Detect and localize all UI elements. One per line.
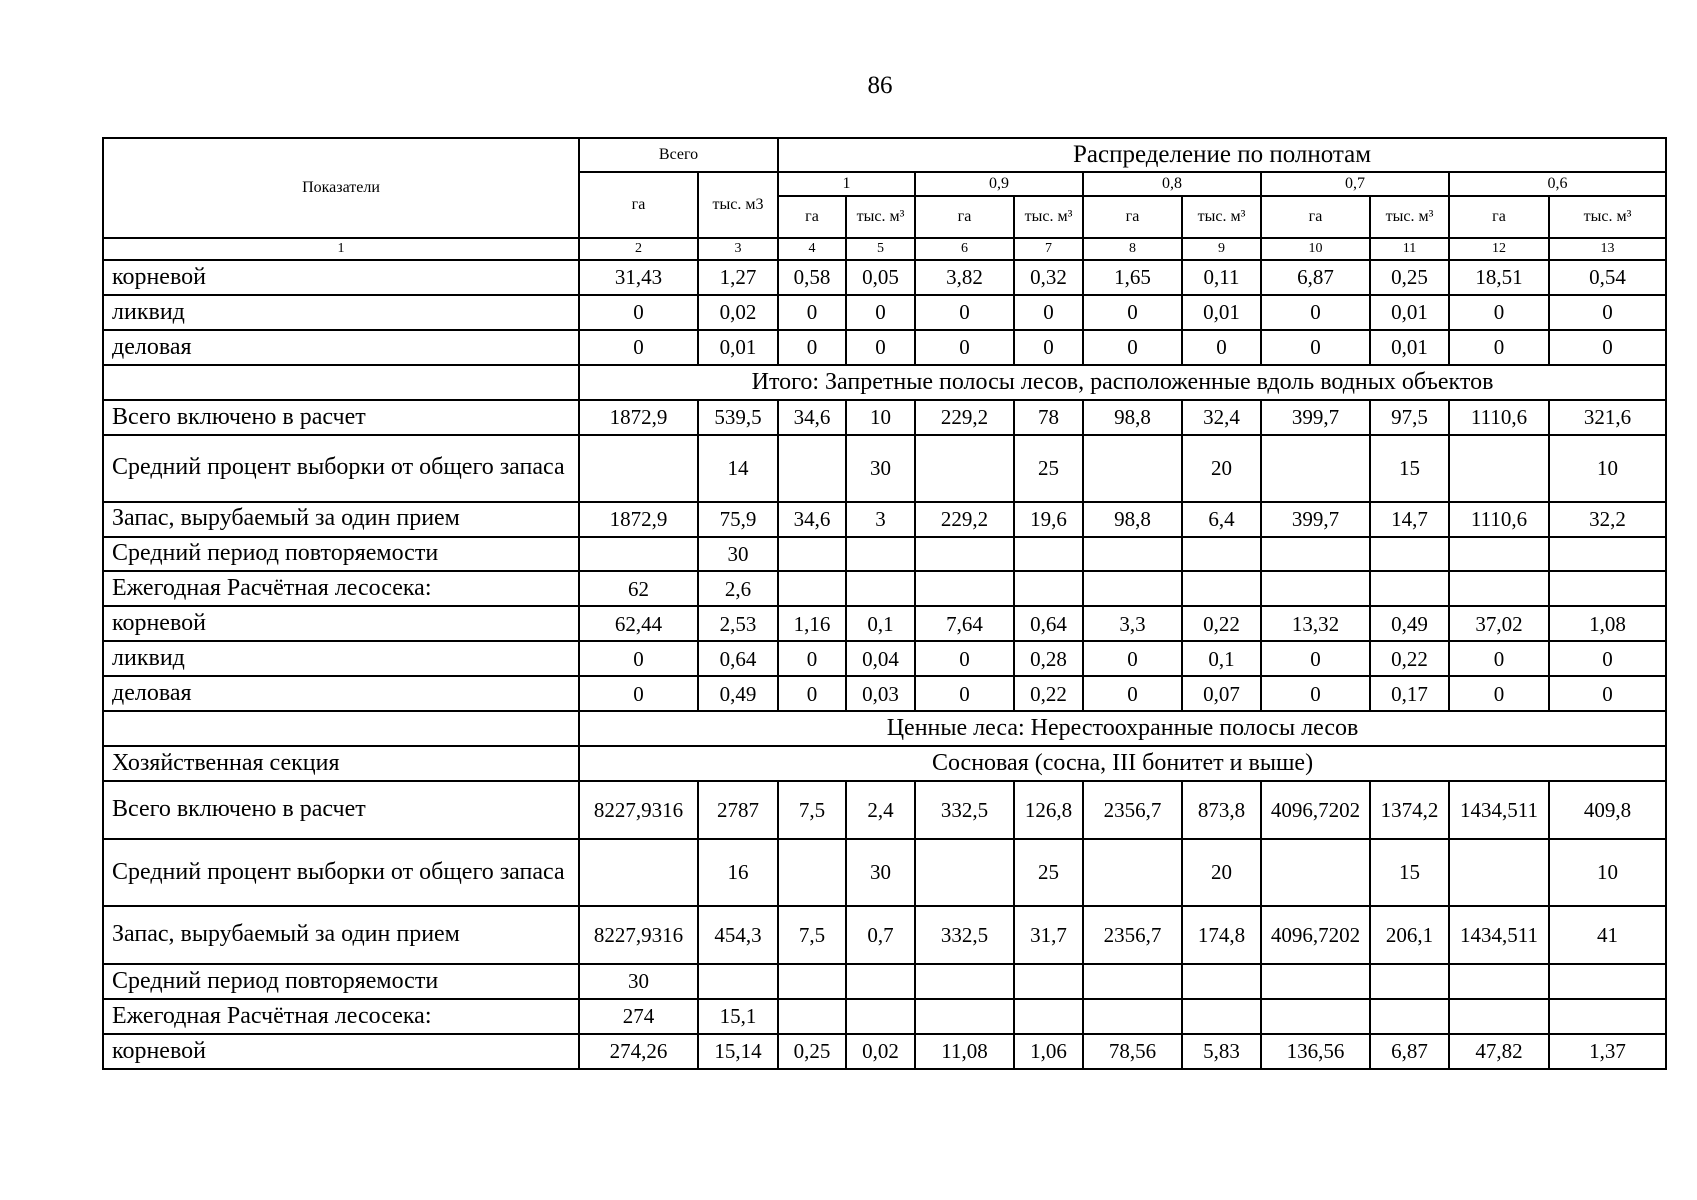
- table-cell: 37,02: [1449, 606, 1549, 641]
- table-row: [103, 839, 1666, 906]
- table-cell: [1083, 537, 1182, 572]
- table-cell: 98,8: [1083, 400, 1182, 435]
- table-cell: 409,8: [1549, 781, 1666, 839]
- table-cell: 274: [579, 999, 698, 1034]
- distribution-table: [102, 137, 1667, 1070]
- header-total-ha: га: [579, 172, 698, 238]
- row-label: Ежегодная Расчётная лесосека:: [103, 999, 579, 1034]
- table-cell: 0: [1182, 330, 1261, 365]
- table-cell: 0: [1449, 295, 1549, 330]
- table-cell: [1449, 571, 1549, 606]
- header-unit-volume: тыс. м³: [1370, 196, 1449, 238]
- table-cell: [1083, 435, 1182, 502]
- table-cell: [915, 999, 1014, 1034]
- table-cell: [579, 537, 698, 572]
- table-cell: 4096,7202: [1261, 781, 1370, 839]
- table-cell: 0,49: [1370, 606, 1449, 641]
- table-cell: [1083, 571, 1182, 606]
- table-cell: [1549, 571, 1666, 606]
- row-label: ликвид: [103, 295, 579, 330]
- table-cell: 0: [1549, 676, 1666, 711]
- row-label: корневой: [103, 260, 579, 295]
- table-cell: 47,82: [1449, 1034, 1549, 1069]
- table-cell: 0,03: [846, 676, 915, 711]
- table-cell: [1083, 999, 1182, 1034]
- table-cell: 0: [778, 330, 846, 365]
- table-cell: [1449, 964, 1549, 999]
- table-cell: [778, 964, 846, 999]
- header-unit-volume: тыс. м³: [1014, 196, 1083, 238]
- row-label: Средний процент выборки от общего запаса: [103, 435, 579, 502]
- table-cell: [1549, 537, 1666, 572]
- table-row: [103, 260, 1666, 295]
- header-unit-ha: га: [915, 196, 1014, 238]
- table-row: [103, 999, 1666, 1034]
- table-cell: [1261, 839, 1370, 906]
- section-blank-cell: [103, 711, 579, 746]
- table-cell: 15: [1370, 839, 1449, 906]
- table-cell: 332,5: [915, 781, 1014, 839]
- table-cell: 15,1: [698, 999, 778, 1034]
- header-density: 0,8: [1083, 172, 1261, 196]
- table-cell: 3,3: [1083, 606, 1182, 641]
- column-number: 6: [915, 238, 1014, 260]
- table-cell: 0: [915, 641, 1014, 676]
- table-cell: [1014, 537, 1083, 572]
- table-cell: 25: [1014, 435, 1083, 502]
- table-cell: [1449, 999, 1549, 1034]
- table-cell: 0: [579, 641, 698, 676]
- table-cell: 0,01: [1370, 330, 1449, 365]
- table-cell: [1182, 571, 1261, 606]
- table-cell: 0: [778, 295, 846, 330]
- table-cell: 0: [778, 676, 846, 711]
- table-cell: 10: [1549, 839, 1666, 906]
- column-number: 4: [778, 238, 846, 260]
- table-cell: 18,51: [1449, 260, 1549, 295]
- header-unit-volume: тыс. м³: [846, 196, 915, 238]
- table-row: [103, 746, 1666, 781]
- table-cell: 7,5: [778, 781, 846, 839]
- table-cell: 31,43: [579, 260, 698, 295]
- table-cell: [1261, 537, 1370, 572]
- table-cell: 8227,9316: [579, 906, 698, 964]
- table-cell: [1370, 999, 1449, 1034]
- table-cell: [778, 571, 846, 606]
- table-cell: 0: [846, 330, 915, 365]
- table-cell: 0,7: [846, 906, 915, 964]
- table-cell: 0: [1261, 641, 1370, 676]
- header-total: Всего: [579, 138, 778, 172]
- table-row: [103, 641, 1666, 676]
- table-cell: 136,56: [1261, 1034, 1370, 1069]
- section-title: Итого: Запретные полосы лесов, расположенные вдоль водных объектов: [579, 365, 1666, 400]
- table-row: [103, 906, 1666, 964]
- table-cell: [1261, 571, 1370, 606]
- table-cell: 2356,7: [1083, 781, 1182, 839]
- header-unit-ha: га: [778, 196, 846, 238]
- table-cell: 13,32: [1261, 606, 1370, 641]
- table-cell: 0: [579, 295, 698, 330]
- table-cell: 2,53: [698, 606, 778, 641]
- table-cell: [1549, 999, 1666, 1034]
- table-cell: 2787: [698, 781, 778, 839]
- table-cell: [1449, 537, 1549, 572]
- header-unit-ha: га: [1449, 196, 1549, 238]
- table-cell: 7,64: [915, 606, 1014, 641]
- row-label: Всего включено в расчет: [103, 400, 579, 435]
- table-cell: 10: [846, 400, 915, 435]
- table-cell: 1374,2: [1370, 781, 1449, 839]
- table-cell: 8227,9316: [579, 781, 698, 839]
- table-cell: 3: [846, 502, 915, 537]
- table-cell: 32,4: [1182, 400, 1261, 435]
- table-cell: 41: [1549, 906, 1666, 964]
- table-cell: 0: [1083, 330, 1182, 365]
- table-cell: 30: [846, 435, 915, 502]
- table-cell: 0: [1014, 330, 1083, 365]
- header-total-volume: тыс. м3: [698, 172, 778, 238]
- table-cell: [915, 839, 1014, 906]
- table-cell: 0,49: [698, 676, 778, 711]
- header-density: 1: [778, 172, 915, 196]
- table-cell: 539,5: [698, 400, 778, 435]
- table-cell: 399,7: [1261, 502, 1370, 537]
- row-label: Запас, вырубаемый за один прием: [103, 502, 579, 537]
- table-cell: [1014, 571, 1083, 606]
- table-cell: 0,22: [1182, 606, 1261, 641]
- row-label: корневой: [103, 606, 579, 641]
- table-cell: 0,64: [698, 641, 778, 676]
- table-cell: 62: [579, 571, 698, 606]
- table-cell: 1,06: [1014, 1034, 1083, 1069]
- table-cell: [1083, 839, 1182, 906]
- table-cell: [1449, 435, 1549, 502]
- table-row: [103, 1034, 1666, 1069]
- table-cell: [778, 839, 846, 906]
- table-cell: 1110,6: [1449, 400, 1549, 435]
- row-label: Средний период повторяемости: [103, 537, 579, 572]
- column-number: 8: [1083, 238, 1182, 260]
- table-cell: 0,58: [778, 260, 846, 295]
- table-cell: 0,01: [698, 330, 778, 365]
- section-blank-cell: [103, 365, 579, 400]
- table-cell: 0: [1549, 330, 1666, 365]
- table-cell: 14: [698, 435, 778, 502]
- table-row: [103, 537, 1666, 572]
- table-cell: [579, 435, 698, 502]
- column-number: 10: [1261, 238, 1370, 260]
- table-cell: 30: [579, 964, 698, 999]
- table-cell: 30: [846, 839, 915, 906]
- table-cell: 332,5: [915, 906, 1014, 964]
- table-cell: 0: [1261, 295, 1370, 330]
- table-cell: 98,8: [1083, 502, 1182, 537]
- table-cell: 78: [1014, 400, 1083, 435]
- table-cell: 274,26: [579, 1034, 698, 1069]
- table-cell: 6,87: [1370, 1034, 1449, 1069]
- table-cell: 321,6: [1549, 400, 1666, 435]
- table-cell: 31,7: [1014, 906, 1083, 964]
- table-cell: 0,17: [1370, 676, 1449, 711]
- table-cell: 4096,7202: [1261, 906, 1370, 964]
- table-row: [103, 676, 1666, 711]
- column-number: 11: [1370, 238, 1449, 260]
- table-cell: [1182, 964, 1261, 999]
- table-cell: 0,1: [846, 606, 915, 641]
- table-cell: 0: [1449, 676, 1549, 711]
- table-cell: [778, 537, 846, 572]
- column-number: 3: [698, 238, 778, 260]
- table-cell: 454,3: [698, 906, 778, 964]
- table-cell: 0,01: [1182, 295, 1261, 330]
- header-unit-volume: тыс. м³: [1182, 196, 1261, 238]
- table-row: [103, 330, 1666, 365]
- table-cell: 16: [698, 839, 778, 906]
- table-cell: 1110,6: [1449, 502, 1549, 537]
- table-row: [103, 606, 1666, 641]
- table-cell: [1014, 999, 1083, 1034]
- row-label: Запас, вырубаемый за один прием: [103, 906, 579, 964]
- table-cell: [915, 571, 1014, 606]
- table-cell: 1872,9: [579, 400, 698, 435]
- table-cell: 0: [1261, 330, 1370, 365]
- table-row: [103, 781, 1666, 839]
- table-cell: 1,65: [1083, 260, 1182, 295]
- header-unit-ha: га: [1083, 196, 1182, 238]
- column-number: 9: [1182, 238, 1261, 260]
- table-cell: 0,02: [846, 1034, 915, 1069]
- table-row: [103, 435, 1666, 502]
- column-number: 13: [1549, 238, 1666, 260]
- table-cell: [915, 435, 1014, 502]
- table-cell: 0: [846, 295, 915, 330]
- table-cell: 5,83: [1182, 1034, 1261, 1069]
- table-cell: 0: [915, 295, 1014, 330]
- table-cell: [1182, 537, 1261, 572]
- table-cell: [846, 571, 915, 606]
- table-cell: 0,11: [1182, 260, 1261, 295]
- table-cell: 2,4: [846, 781, 915, 839]
- table-cell: 0: [1261, 676, 1370, 711]
- section-merged-value: Сосновая (сосна, III бонитет и выше): [579, 746, 1666, 781]
- table-cell: 206,1: [1370, 906, 1449, 964]
- table-cell: 0: [579, 676, 698, 711]
- header-density: 0,9: [915, 172, 1083, 196]
- row-label: Средний процент выборки от общего запаса: [103, 839, 579, 906]
- table-cell: 2,6: [698, 571, 778, 606]
- table-cell: 0: [1549, 295, 1666, 330]
- table-cell: 1,16: [778, 606, 846, 641]
- table-cell: 0: [778, 641, 846, 676]
- table-cell: [778, 999, 846, 1034]
- table-cell: [1014, 964, 1083, 999]
- table-cell: 0,01: [1370, 295, 1449, 330]
- row-label: Всего включено в расчет: [103, 781, 579, 839]
- table-cell: 7,5: [778, 906, 846, 964]
- row-label: деловая: [103, 676, 579, 711]
- header-density: 0,6: [1449, 172, 1666, 196]
- table-cell: [915, 537, 1014, 572]
- table-cell: 0,04: [846, 641, 915, 676]
- column-number: 12: [1449, 238, 1549, 260]
- table-cell: 11,08: [915, 1034, 1014, 1069]
- table-cell: 0,1: [1182, 641, 1261, 676]
- table-cell: 32,2: [1549, 502, 1666, 537]
- table-cell: 174,8: [1182, 906, 1261, 964]
- table-cell: 0,54: [1549, 260, 1666, 295]
- table-cell: [1261, 435, 1370, 502]
- header-unit-volume: тыс. м³: [1549, 196, 1666, 238]
- table-cell: 1872,9: [579, 502, 698, 537]
- table-cell: 399,7: [1261, 400, 1370, 435]
- table-cell: [1261, 999, 1370, 1034]
- header-density: 0,7: [1261, 172, 1449, 196]
- table-cell: [1370, 537, 1449, 572]
- table-cell: 229,2: [915, 400, 1014, 435]
- table-cell: 25: [1014, 839, 1083, 906]
- table-cell: 75,9: [698, 502, 778, 537]
- row-label: корневой: [103, 1034, 579, 1069]
- table-cell: 30: [698, 537, 778, 572]
- table-cell: 873,8: [1182, 781, 1261, 839]
- table-cell: 0,07: [1182, 676, 1261, 711]
- table-cell: 97,5: [1370, 400, 1449, 435]
- table-cell: 15: [1370, 435, 1449, 502]
- table-cell: 6,4: [1182, 502, 1261, 537]
- table-cell: [698, 964, 778, 999]
- table-cell: [1182, 999, 1261, 1034]
- table-cell: 78,56: [1083, 1034, 1182, 1069]
- table-cell: 0,02: [698, 295, 778, 330]
- row-label: ликвид: [103, 641, 579, 676]
- table-row: [103, 711, 1666, 746]
- header-indicators: Показатели: [103, 138, 579, 238]
- table-cell: [1370, 571, 1449, 606]
- table-cell: [846, 999, 915, 1034]
- table-cell: 0: [1083, 641, 1182, 676]
- table-cell: 20: [1182, 839, 1261, 906]
- table-cell: [778, 435, 846, 502]
- table-cell: 0: [1083, 676, 1182, 711]
- table-cell: 0: [1014, 295, 1083, 330]
- row-label: деловая: [103, 330, 579, 365]
- table-cell: [1549, 964, 1666, 999]
- table-cell: 20: [1182, 435, 1261, 502]
- header-distribution: Распределение по полнотам: [778, 138, 1666, 172]
- table-cell: 3,82: [915, 260, 1014, 295]
- table-cell: 34,6: [778, 502, 846, 537]
- table-row: [103, 571, 1666, 606]
- table-cell: 0,22: [1370, 641, 1449, 676]
- table-cell: 1,08: [1549, 606, 1666, 641]
- column-number: 5: [846, 238, 915, 260]
- table-row: [103, 400, 1666, 435]
- table-row: [103, 365, 1666, 400]
- section-title: Ценные леса: Нерестоохранные полосы лесов: [579, 711, 1666, 746]
- table-cell: 0: [915, 676, 1014, 711]
- table-cell: 0,22: [1014, 676, 1083, 711]
- table-cell: 126,8: [1014, 781, 1083, 839]
- table-cell: [846, 537, 915, 572]
- table-cell: 0,25: [778, 1034, 846, 1069]
- table-cell: [846, 964, 915, 999]
- table-cell: 0: [1449, 641, 1549, 676]
- table-cell: 15,14: [698, 1034, 778, 1069]
- table-cell: 0: [1449, 330, 1549, 365]
- table-cell: 0: [1549, 641, 1666, 676]
- table-cell: 14,7: [1370, 502, 1449, 537]
- table-cell: 1,37: [1549, 1034, 1666, 1069]
- column-number: 1: [103, 238, 579, 260]
- row-label: Средний период повторяемости: [103, 964, 579, 999]
- table-cell: 2356,7: [1083, 906, 1182, 964]
- table-cell: [915, 964, 1014, 999]
- column-number: 7: [1014, 238, 1083, 260]
- table-cell: 0,05: [846, 260, 915, 295]
- table-cell: 0,28: [1014, 641, 1083, 676]
- column-number: 2: [579, 238, 698, 260]
- table-cell: 6,87: [1261, 260, 1370, 295]
- table-cell: 0: [1083, 295, 1182, 330]
- table-cell: 34,6: [778, 400, 846, 435]
- row-label: Ежегодная Расчётная лесосека:: [103, 571, 579, 606]
- table-cell: 0,32: [1014, 260, 1083, 295]
- table-cell: 1,27: [698, 260, 778, 295]
- table-cell: [1261, 964, 1370, 999]
- table-cell: 0,25: [1370, 260, 1449, 295]
- row-label: Хозяйственная секция: [103, 746, 579, 781]
- table-cell: 0: [579, 330, 698, 365]
- table-row: [103, 502, 1666, 537]
- table-cell: 19,6: [1014, 502, 1083, 537]
- table-cell: [1083, 964, 1182, 999]
- table-cell: 1434,511: [1449, 781, 1549, 839]
- table-cell: 229,2: [915, 502, 1014, 537]
- table-cell: [579, 839, 698, 906]
- table-cell: 0: [915, 330, 1014, 365]
- page-number: 86: [867, 72, 893, 99]
- table-cell: 10: [1549, 435, 1666, 502]
- table-cell: 1434,511: [1449, 906, 1549, 964]
- table-cell: [1370, 964, 1449, 999]
- table-cell: 0,64: [1014, 606, 1083, 641]
- table-cell: 62,44: [579, 606, 698, 641]
- table-row: [103, 295, 1666, 330]
- table-cell: [1449, 839, 1549, 906]
- table-row: [103, 964, 1666, 999]
- header-unit-ha: га: [1261, 196, 1370, 238]
